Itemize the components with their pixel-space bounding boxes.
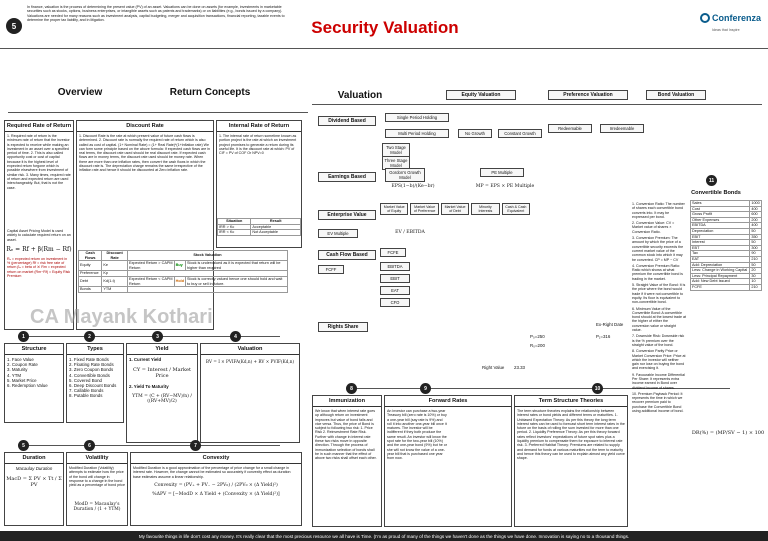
pe-formula: MP = EPS × PE Multiple — [475, 184, 535, 189]
right-val-p1: P₁=316 — [596, 334, 611, 339]
duration-num: 5 — [18, 440, 29, 451]
table-row — [691, 268, 762, 274]
list-item: 2. Floating Rate Bonds — [69, 362, 114, 368]
enterprise-value: Enterprise Value — [318, 210, 376, 220]
conv-point: 4. Conversion Premium Ratio: Ratio which shows at what premium the convertible bond is trading in the market. — [632, 263, 683, 281]
equity-valuation-label: Equity Valuation — [446, 90, 516, 100]
gordon-growth: Gordon's Growth Model — [385, 168, 425, 182]
fcff-row: CFO — [380, 298, 410, 307]
cell: Hold — [174, 276, 185, 286]
cell: Preference — [79, 271, 102, 277]
ev-item: Market Value of Equity — [380, 203, 408, 215]
valuation-top-hline — [312, 104, 762, 105]
fcff-row: EAT — [380, 286, 410, 295]
volatility-num: 6 — [84, 440, 95, 451]
forward-text: An investor can purchase a two-year Treasury bill (zero rate is 10%) or buy a one-year bill (say rate is 9%) and roll it into another one-year bill once it matures. The investor will be indifferent if they both produce the same result. An investor will know the spot rate for the two-year bill (10%) and the one-year bond (9%) but he or she will not know the value of a one-year bill that is purchased one year from now. — [387, 409, 447, 461]
cell: 1000 — [751, 201, 760, 205]
convertible-title: Convertible Bonds — [691, 190, 741, 196]
volatility-box — [66, 452, 128, 526]
rrr-capm-formula: Rₑ = Rf + β(Rm − Rf) — [6, 245, 72, 253]
duration-title: Duration — [5, 453, 63, 464]
th-cash-flows: Cash Flows — [79, 251, 102, 261]
table-row — [79, 287, 288, 293]
cy-formula: CY = Interest / Market Price — [133, 367, 191, 380]
cell: Not Acceptable — [251, 230, 301, 236]
cell: 300 — [750, 245, 762, 251]
fcff: FCFF — [318, 265, 344, 274]
duration-formula: MacD = Σ PV × Tt / Σ PV — [6, 476, 62, 489]
convexity-formula: Convexity = (PV₊ + PV₋ − 2PV₀) / (2PV₀ × (Δ Yield)²) — [154, 482, 278, 488]
cell: 30 — [750, 273, 762, 279]
conv-point: 8. Conversion Parity Price or Market Conversion Price: Price at which the investor will neither gain nor lose on buying the bond and exercising it. — [632, 349, 686, 371]
immunization-box — [312, 395, 382, 527]
fcfe: FCFE — [380, 248, 406, 257]
preference-valuation-label: Preference Valuation — [548, 90, 628, 100]
bond-valuation-box — [200, 343, 300, 443]
footer-quote: My favourite things in life don't cost any money. It's really clear that the most precious resource we all have is Time. (I'm as proud of many of the things we haven't done as the things we have done. Innovation is saying no to a thousand things. — [138, 533, 630, 539]
conv-point: 2. Conversion Value: CV = Market value of shares × Conversion Ratio. — [632, 221, 675, 234]
cell: 400 — [750, 223, 762, 229]
discount-box — [76, 120, 214, 330]
fcfe-table — [690, 200, 762, 291]
pe-multiple: PE Multiple — [480, 168, 524, 177]
right-value-label: Right Value — [482, 365, 505, 370]
earnings-based: Earnings Based — [318, 172, 376, 182]
rrr-text: 1. Required rate of return is the minimum rate of return that the investor is expected to receive while making an investment in an asset over a specified period of time. 2. This is also called opportunity cost or cost of capital because it is the highest level of expected return forgone which is possible elsewhere from investment of similar risk. 3. Many times, required rate of return and expected return are used interchangeably. But, that is not the case. — [7, 134, 71, 190]
cell: 600 — [750, 212, 762, 218]
list-item: 7. Callable Bonds — [69, 388, 104, 394]
convexity-formula-2: %ΔPV = [−ModD × Δ Yield + (Convexity × (Δ Yield)²)] — [152, 491, 280, 497]
ytm-formula: YTM = (C + (RV−MV)/n) / ((RV+MV)/2) — [132, 394, 192, 405]
duration-sub: Macaulay Duration — [15, 466, 53, 471]
table-row — [691, 284, 762, 290]
immunization-num: 8 — [346, 383, 357, 394]
rrr-box — [4, 120, 74, 330]
forward-title: Forward Rates — [385, 396, 511, 407]
list-item: 1. Fixed Rate Bonds — [69, 357, 109, 362]
cell: Kd(1-t) — [102, 276, 128, 286]
table-row — [79, 276, 288, 286]
fcff-row: EBIT — [380, 274, 410, 283]
discount-title: Discount Rate — [77, 121, 213, 132]
types-title: Types — [67, 344, 123, 355]
ex-right-date: Ex-Right Date — [596, 322, 624, 327]
bond-num-3: 3 — [152, 331, 163, 342]
three-stage-model: Three Stage Model — [382, 156, 410, 170]
brand-logo — [700, 8, 762, 28]
cell: Stock is undervalued as it is expected that return will be higher than required — [186, 261, 288, 271]
cell — [127, 287, 287, 293]
types-list — [67, 355, 123, 401]
th-discount-rate: Discount Rate — [102, 251, 128, 261]
structure-title: Structure — [5, 344, 63, 355]
header-divider — [0, 48, 768, 49]
cell: Debt — [79, 276, 102, 286]
list-item: 4. Convertible Bonds — [69, 372, 110, 378]
cell: Sales — [691, 201, 750, 207]
cell: 10 — [750, 279, 762, 285]
volatility-formula: ModD = Macaulay's Duration / (1 + YTM) — [73, 502, 121, 512]
list-item: 5. Covered Bond — [69, 377, 102, 383]
discount-table — [78, 250, 288, 293]
cell: Less: Principal Repayment — [691, 273, 750, 279]
fcff-row: EBITDA — [380, 262, 410, 271]
convexity-box — [130, 452, 302, 526]
brand-name: Conferenza — [712, 13, 762, 23]
gordon-formula: EPS(1−b)/(Ke−br) — [391, 184, 435, 189]
rrr-legend: Rₑ = expected return on investment in % (percentage) Rf = risk free rate of return βₐ = beta of 'a' Rm = expected return on market (Rm−Rf) = Equity Risk Premium — [7, 256, 71, 279]
cell: Add: New Debt Issued — [691, 279, 750, 285]
conv-point: 5. Straight Value of the Bond: It is the price where the bond would trade if it were not convertible to equity. Its floor is equivalent to non-convertible bond. — [632, 283, 686, 305]
cell: FCFE — [691, 284, 750, 290]
brand-icon — [700, 13, 710, 23]
convertible-num: 11 — [706, 175, 717, 186]
irr-box — [216, 120, 302, 248]
bond-num-2: 2 — [84, 331, 95, 342]
page-badge: 5 — [6, 18, 22, 34]
th-result: Result — [251, 219, 301, 225]
list-item: 6. Deep Discount Bonds — [69, 383, 117, 389]
cell: Ke — [102, 261, 128, 271]
cell: IRR < Kc — [218, 230, 251, 236]
list-item: 4. YTM — [7, 372, 22, 378]
ev-components — [380, 203, 530, 215]
cell: Stock is correctly valued hence one should hold and wait to buy or sell in future. — [186, 276, 288, 286]
bond-hline — [20, 336, 280, 337]
th-stock-valuation: Stock Valuation — [127, 251, 287, 261]
structure-list — [5, 355, 63, 390]
convexity-title: Convexity — [131, 453, 301, 464]
irredeemable-label: Irredeemable — [600, 124, 644, 133]
cy-label: 1. Current Yield — [129, 357, 162, 362]
redeemable-label: Redeemable — [548, 124, 592, 133]
overview-hline — [8, 112, 308, 113]
structure-box — [4, 343, 64, 423]
return-concepts-header: Return Concepts — [169, 86, 251, 98]
lower-hline — [20, 445, 280, 446]
cashflow-table — [78, 250, 288, 293]
right-val-r0: R₀=200 — [530, 343, 545, 348]
cell: Cost — [691, 206, 750, 212]
conv-point: 7. Downside Risk: Downside risk is the % premium over the straight value of the bond. — [632, 334, 685, 347]
fcfe-table-wrap — [690, 200, 762, 291]
convertible-points — [630, 200, 688, 530]
conv-point: 1. Conversion Ratio: The number of shares each convertible bond converts into. It may be expressed per bond. — [632, 202, 685, 219]
ev-item: Market Value of Preference — [410, 203, 438, 215]
ev-formula: EV / EBITDA — [395, 230, 425, 235]
bond-valuation-formula: BV = I × PVIFA(Kd,n) + RV × PVIF(Kd,n) — [205, 359, 295, 364]
immunization-text: We know that when interest rate goes up although return on investment improves but value of bond falls and vice versa. Thus, the price of Bond is subject to following two risk: 1. Price Risk 2. Reinvestment Rate Risk. Further with change in interest rate these two risks move in opposite direction. Through the process of immunization selection of bonds shall be in such manner that the effect of above two risks shall offset each other. — [315, 409, 377, 461]
table-row — [691, 279, 762, 285]
ev-item: Minority Interests — [471, 203, 499, 215]
cell: Bonds — [79, 287, 102, 293]
valuation-header: Valuation — [337, 89, 383, 101]
cell: EBIT — [691, 234, 750, 240]
term-text: The term structure theories explains the relationship between interest rates or bond yields and different terms or maturities. 1. Unbiased Expectation Theory: As per this theory the long term interest rates can be used to forecast short term interest rates in the future on the basis of rolling the sum invested for more than one period. 2. Liquidity Preference Theory: As per this theory forward rates reflect investors' expectations of future spot rates plus a liquidity premium to compensate them for exposure to interest rate risk. 3. Preferred Habitat Theory: Premiums are related to supply and demand for funds at various maturities not the term to maturity and hence this theory can be used to explain almost any yield curve shape. — [517, 409, 625, 461]
page-title: Security Valuation — [311, 18, 459, 37]
yield-box — [126, 343, 198, 443]
list-item: 5. Market Price — [7, 377, 37, 383]
single-period-holding: Single Period Holding — [385, 113, 449, 122]
cell: Expected Return < CAPM Return — [128, 276, 173, 286]
right-val-p0: P₀=250 — [530, 334, 545, 339]
rrr-capm-note: Capital Asset Pricing Model is used widely to calculate required return on an asset. — [7, 229, 71, 242]
irr-text: 1. The internal rate of return sometime known as portion project is the rate at which an investment project promises to generate a return during its useful life. It is the discount rate at which: PV of CIF = PV of COF Or NPV=0 — [219, 134, 297, 156]
no-growth: No Growth — [458, 129, 492, 138]
dividend-based: Dividend Based — [318, 116, 376, 126]
fcff-rows — [380, 262, 410, 310]
conv-point: 6. Minimum Value of the Convertible Bond: A convertible bond should at the lowest trade at the higher of either the conversion value or straight value. — [632, 306, 686, 333]
forward-box — [384, 395, 512, 527]
cell: 210 — [750, 284, 762, 290]
convexity-num: 7 — [190, 440, 201, 451]
table-row — [79, 261, 288, 271]
duration-box — [4, 452, 64, 526]
table-row — [218, 230, 301, 236]
cell: 400 — [750, 206, 762, 212]
immunization-title: Immunization — [313, 396, 381, 407]
forward-num: 9 — [420, 383, 431, 394]
irr-title: Internal Rate of Return — [217, 121, 301, 132]
cell: Gross Profit — [691, 212, 750, 218]
footer-bar — [0, 531, 768, 541]
cell: Kp — [102, 271, 128, 277]
list-item: 6. Redemption Value — [7, 383, 48, 389]
cell: Equity — [79, 261, 102, 271]
list-item: 2. Coupon Rate — [7, 362, 38, 368]
types-box — [66, 343, 124, 423]
term-box — [514, 395, 628, 527]
cell: Acceptable — [251, 224, 301, 230]
bond-valuation-title: Valuation — [201, 344, 299, 355]
cell: 350 — [750, 234, 762, 240]
cell: 200 — [750, 217, 762, 223]
volatility-title: Volatility — [67, 453, 127, 464]
multi-period-holding: Multi Period Holding — [385, 129, 449, 138]
cell: Other Expenses — [691, 217, 750, 223]
ytm-label: 2. Yield To Maturity — [129, 384, 169, 390]
cell: Buy — [174, 261, 185, 271]
rrr-title: Required Rate of Return — [5, 121, 73, 132]
ev-multiple: EV Multiple — [318, 229, 358, 238]
cell: Less: Change in Working Capital — [691, 268, 750, 274]
intro-text: In finance, valuation is the process of determining the present value (PV) of an asset. Valuations can be done on assets (for example, investments in marketable securities such as stocks, options, business enterprises, or intangible assets such as patents and trademarks) or on liabilities (e.g., bonds issued by a company). Valuations are needed for many reasons such as investment analysis, capital budgeting, merger and acquisition transactions, financial reporting, taxable events to determine the proper tax liability, and in litigation. — [27, 5, 285, 22]
th-situation: Situation — [218, 219, 251, 225]
brand-tagline: Ideas that Inspire — [712, 28, 740, 32]
cash-flow-based: Cash Flow Based — [318, 250, 376, 260]
list-item: 3. Maturity — [7, 367, 28, 373]
irr-table — [217, 218, 301, 236]
rights-share: Rights Share — [318, 322, 368, 332]
cell: Expected Return > CAPM Return — [128, 261, 173, 270]
ev-item: Cash & Cash Equivalent — [502, 203, 530, 215]
volatility-text: Modified Duration (Volatility) attempts to estimate how the price of the bond will change in response to a change in the bond yield as a percentage of bond price — [69, 466, 125, 488]
cell: Interest — [691, 240, 750, 246]
list-item: 1. Face Value — [7, 357, 34, 362]
discount-text: 1. Discount Rate is the rate at which present value of future cash flows is determined. 2. Discount rate is normally the required rate of return which is also called as cost of capital. (1+ Nominal Rate) = (1+ Real Rate)*(1+Inflation rate) We can form some principle based on the above formula: If expected cash flows are in real terms, the discount rate used should be real discount rate. If expected cash flows are in money terms, the discount rate used should be money rate. When there are more than one inflation rates, then convert the cash flows in which the discount rate is. The depreciation charge remains the same irrespective of the inflation rate and hence it should be discounted at Zero inflation rate. — [79, 134, 211, 173]
ev-item: Market Value of Debt — [441, 203, 469, 215]
author-watermark: CA Mayank Kothari — [30, 306, 213, 328]
list-item: 8. Putable Bonds — [69, 393, 103, 399]
bond-num-1: 1 — [18, 331, 29, 342]
bond-valuation-label: Bond Valuation — [646, 90, 706, 100]
cell: Depreciation — [691, 228, 750, 234]
convexity-text: Modified Duration is a good approximation of the percentage of price change for a small change in interest rate. However, the change cannot be estimated so accurately if convexity effect as duration base estimates assume a linear relationship. — [133, 466, 291, 479]
cell: EBT — [691, 245, 750, 251]
conv-point: 3. Conversion Premium: The amount by which the price of a convertible security exceeds the current market value of the common stock into which it may be converted. CP = MP − CV — [632, 236, 684, 262]
cell: EBITDA — [691, 223, 750, 229]
cell: 90 — [750, 251, 762, 257]
constant-growth: Constant Growth — [498, 129, 542, 138]
table-row — [691, 273, 762, 279]
term-num: 10 — [592, 383, 603, 394]
cell: 50 — [750, 228, 762, 234]
cell: 20 — [750, 268, 762, 274]
conv-point: 9. Favourable Income Differential Per Share: It represents extra income earned in Bond over dividend income of shares. — [632, 372, 685, 390]
cell: EAT — [691, 256, 750, 262]
cell: YTM — [102, 287, 128, 293]
conv-point: 10. Premium Payback Period: It represents the time in which we recover premium paid to purchase the Convertible Bond using additional income of bond. — [632, 391, 684, 414]
list-item: 3. Zero Coupon Bonds — [69, 367, 114, 373]
two-stage-model: Two Stage Model — [382, 143, 410, 157]
term-title: Term Structure Theories — [515, 396, 627, 407]
dr-formula: DR(%) = (MP/SV − 1) × 100 — [691, 430, 765, 436]
bond-num-4: 4 — [230, 331, 241, 342]
overview-header: Overview — [57, 86, 103, 98]
cell: 210 — [750, 256, 762, 262]
cell: IRR > Kc — [218, 224, 251, 230]
cell: Add: Depreciation — [691, 262, 750, 268]
yield-title: Yield — [127, 344, 197, 355]
cell: Tax — [691, 251, 750, 257]
right-val-result: 23.33 — [514, 365, 525, 370]
cell: 50 — [750, 240, 762, 246]
cell: 50 — [750, 262, 762, 268]
